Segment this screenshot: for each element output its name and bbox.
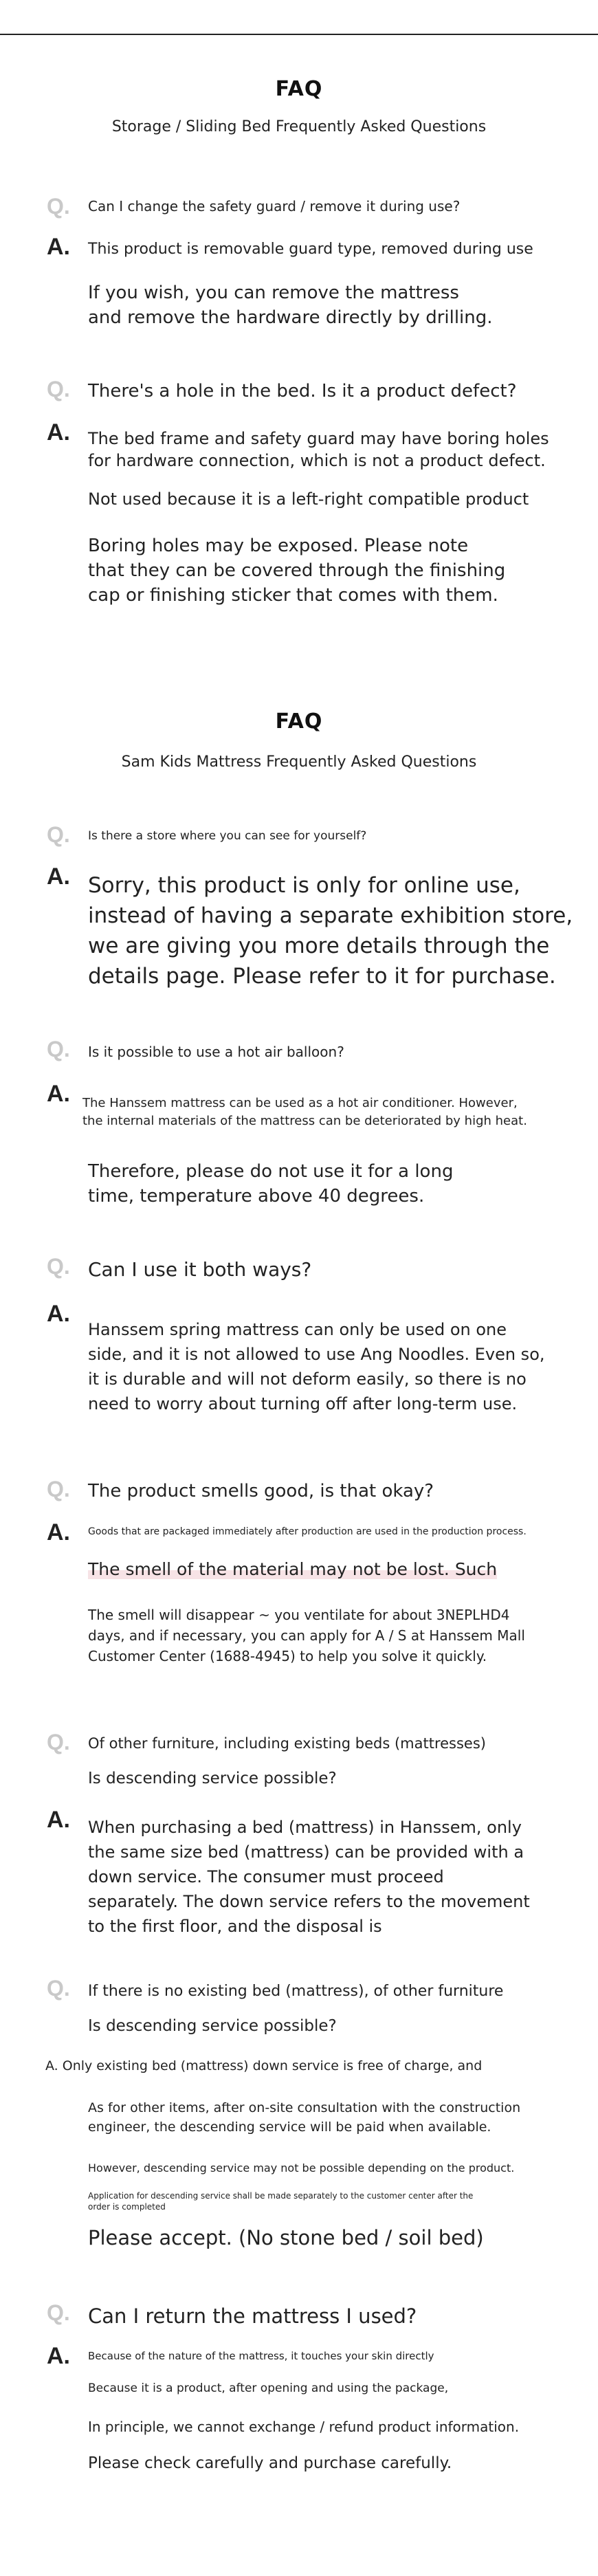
faq-title-storage: FAQ — [275, 77, 323, 101]
question-text: The product smells good, is that okay? — [88, 1481, 434, 1501]
answer-lead: The bed frame and safety guard may have boring holes for hardware connection, which is not a product defect. — [88, 429, 549, 470]
question-text: Is there a store where you can see for yourself? — [88, 829, 367, 843]
a-mark-icon: A. — [47, 1301, 70, 1327]
q-mark-icon: Q. — [47, 2300, 70, 2325]
answer-text: As for other items, after on-site consultation with the construction engineer, the descending service will be paid when available. — [88, 2100, 521, 2135]
answer-text: Please check carefully and purchase carefully. — [88, 2454, 452, 2472]
answer-highlight: The smell of the material may not be lost. Such — [88, 1559, 498, 1579]
a-mark-icon: A. — [47, 2343, 70, 2369]
question-text: Can I use it both ways? — [88, 1258, 312, 1281]
a-mark-icon: A. — [47, 1081, 70, 1107]
answer-text: Boring holes may be exposed. Please note that they can be covered through the finishing cap or finishing sticker that comes with them. — [88, 536, 506, 606]
answer-lead: Goods that are packaged immediately after production are used in the production process. — [88, 1526, 527, 1537]
question-text: There's a hole in the bed. Is it a product defect? — [88, 381, 517, 401]
answer-text: Please accept. (No stone bed / soil bed) — [88, 2226, 484, 2249]
answer-lead: This product is removable guard type, removed during use — [88, 241, 533, 258]
answer-text: Not used because it is a left-right compatible product — [88, 489, 529, 509]
question-text: Can I return the mattress I used? — [88, 2304, 417, 2328]
q-mark-icon: Q. — [47, 1254, 70, 1279]
q-mark-icon: Q. — [47, 1976, 70, 2001]
answer-text: Sorry, this product is only for online use, instead of having a separate exhibition store, we are giving you more details through the details page. Please refer to it for purchase. — [88, 873, 573, 989]
answer-body: If you wish, you can remove the mattress and remove the hardware directly by drilling. — [88, 283, 493, 328]
q-mark-icon: Q. — [47, 1477, 70, 1501]
answer-lead-text: Only existing bed (mattress) down service is free of charge, and — [62, 2058, 483, 2073]
answer-text: Because it is a product, after opening and using the package, — [88, 2381, 449, 2395]
q-mark-icon: Q. — [47, 1037, 70, 1061]
a-mark-icon: A. — [47, 863, 70, 890]
answer-text: However, descending service may not be possible depending on the product. — [88, 2161, 515, 2175]
a-mark-plain: A. — [45, 2058, 58, 2073]
q-mark-icon: Q. — [47, 1730, 70, 1754]
answer-lead: The Hanssem mattress can be used as a hot air conditioner. However, the internal materials of the mattress can be deteriorated by high heat. — [82, 1096, 527, 1128]
question-text: Of other furniture, including existing beds (mattresses) — [88, 1735, 486, 1752]
top-divider — [0, 34, 598, 35]
answer-body: Therefore, please do not use it for a long time, temperature above 40 degrees. — [88, 1161, 454, 1207]
question-text-line2: Is descending service possible? — [88, 1770, 337, 1787]
question-text: Can I change the safety guard / remove it during use? — [88, 198, 461, 214]
q-mark-icon: Q. — [47, 377, 70, 401]
answer-lead: Because of the nature of the mattress, it touches your skin directly — [88, 2350, 434, 2362]
question-text-line2: Is descending service possible? — [88, 2017, 337, 2035]
question-text: If there is no existing bed (mattress), of other furniture — [88, 1983, 504, 2000]
q-mark-icon: Q. — [47, 194, 70, 219]
answer-text: In principle, we cannot exchange / refund product information. — [88, 2419, 520, 2435]
a-mark-icon: A. — [47, 234, 70, 260]
answer-text: Hanssem spring mattress can only be used on one side, and it is not allowed to use Ang Noodles. Even so, it is durable and will not deform easily, so there is no need to worry about turning off after long-term use. — [88, 1320, 545, 1413]
a-mark-icon: A. — [47, 419, 70, 445]
answer-note: Application for descending service shall be made separately to the customer center after the order is completed — [88, 2191, 474, 2212]
answer-text: The smell will disappear ~ you ventilate for about 3NEPLHD4 days, and if necessary, you can apply for A / S at Hanssem Mall Customer Center (1688-4945) to help you solve it quickly. — [88, 1607, 525, 1664]
faq-title-mattress: FAQ — [275, 709, 323, 734]
a-mark-icon: A. — [47, 1519, 70, 1545]
answer-text: When purchasing a bed (mattress) in Hanssem, only the same size bed (mattress) can be provided with a down service. The consumer must proceed separately. The down service refers to the movement to the first floor, and the disposal is — [88, 1818, 530, 1936]
question-text: Is it possible to use a hot air balloon? — [88, 1044, 344, 1060]
faq-subtitle-mattress: Sam Kids Mattress Frequently Asked Questions — [121, 753, 477, 771]
a-mark-icon: A. — [47, 1807, 70, 1833]
answer-lead — [45, 2058, 482, 2073]
q-mark-icon: Q. — [47, 822, 70, 847]
faq-subtitle-storage: Storage / Sliding Bed Frequently Asked Questions — [111, 118, 487, 135]
